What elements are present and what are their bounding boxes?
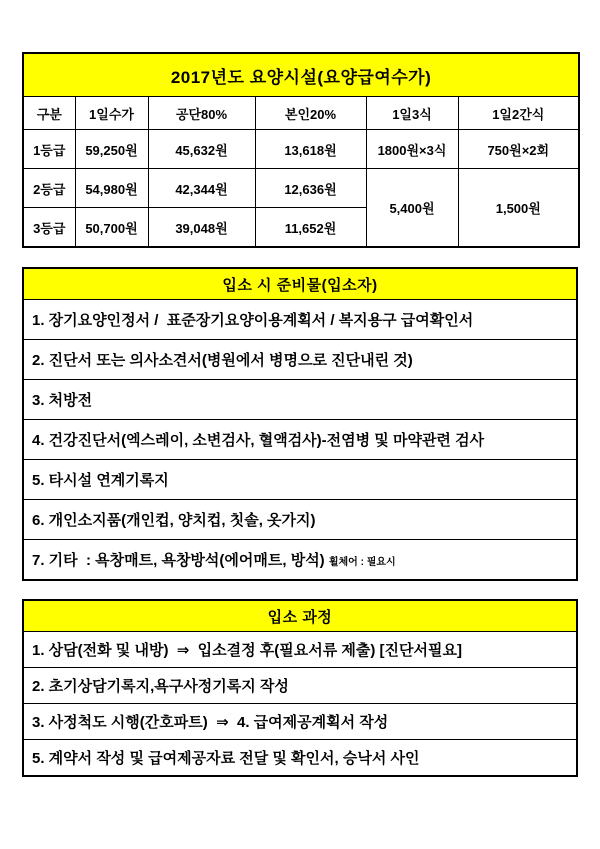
col-header-self20: 본인20% (255, 97, 366, 130)
section-gap (22, 248, 578, 267)
list-item (23, 740, 577, 777)
preparation-item-2: 2. 진단서 또는 의사소견서(병원에서 병명으로 진단내린 것) (23, 340, 577, 380)
corp80-cell: 42,344원 (148, 169, 255, 208)
daily-rate-cell: 59,250원 (75, 130, 148, 169)
merged-snacks-cell: 1,500원 (458, 169, 579, 248)
pricing-table-title: 2017년도 요양시설(요양급여수가) (23, 53, 579, 97)
merged-meals-cell: 5,400원 (366, 169, 458, 248)
meals-cell: 1800원×3식 (366, 130, 458, 169)
preparation-table-title: 입소 시 준비물(입소자) (23, 268, 577, 300)
admission-table-title: 입소 과정 (23, 600, 577, 632)
list-item (23, 460, 577, 500)
list-item (23, 540, 577, 581)
list-item (23, 704, 577, 740)
admission-step-1: 1. 상담(전화 및 내방) ⇒ 입소결정 후(필요서류 제출) [진단서필요] (23, 632, 577, 668)
wheelchair-note: 휠체어 : 필요시 (328, 557, 396, 568)
preparation-item-3: 3. 처방전 (23, 380, 577, 420)
list-item (23, 300, 577, 340)
corp80-cell: 39,048원 (148, 208, 255, 248)
list-item (23, 340, 577, 380)
preparation-item-6: 6. 개인소지품(개인컵, 양치컵, 칫솔, 옷가지) (23, 500, 577, 540)
col-header-snacks: 1일2간식 (458, 97, 579, 130)
list-item (23, 380, 577, 420)
list-item (23, 500, 577, 540)
self20-cell: 12,636원 (255, 169, 366, 208)
document-content (22, 52, 578, 777)
list-item (23, 668, 577, 704)
admission-step-2: 2. 초기상담기록지,욕구사정기록지 작성 (23, 668, 577, 704)
corp80-cell: 45,632원 (148, 130, 255, 169)
admission-step-4: 5. 계약서 작성 및 급여제공자료 전달 및 확인서, 승낙서 사인 (23, 740, 577, 777)
preparation-item-7-text: 7. 기타 : 욕창매트, 욕창방석(에어매트, 방석) (32, 552, 325, 569)
col-header-daily-rate: 1일수가 (75, 97, 148, 130)
preparation-item-7 (23, 540, 577, 581)
grade-cell: 3등급 (23, 208, 75, 248)
col-header-gubun: 구분 (23, 97, 75, 130)
grade-cell: 2등급 (23, 169, 75, 208)
snacks-cell: 750원×2회 (458, 130, 579, 169)
preparation-table (22, 267, 578, 581)
self20-cell: 11,652원 (255, 208, 366, 248)
col-header-meals: 1일3식 (366, 97, 458, 130)
col-header-corp80: 공단80% (148, 97, 255, 130)
section-gap (22, 581, 578, 599)
grade-cell: 1등급 (23, 130, 75, 169)
table-row-grade1 (23, 130, 579, 169)
admission-table (22, 599, 578, 777)
list-item (23, 632, 577, 668)
pricing-table (22, 52, 580, 248)
daily-rate-cell: 50,700원 (75, 208, 148, 248)
table-row-grade2 (23, 169, 579, 208)
admission-step-3: 3. 사정척도 시행(간호파트) ⇒ 4. 급여제공계획서 작성 (23, 704, 577, 740)
preparation-item-4: 4. 건강진단서(엑스레이, 소변검사, 혈액검사)-전염병 및 마약관련 검사 (23, 420, 577, 460)
self20-cell: 13,618원 (255, 130, 366, 169)
list-item (23, 420, 577, 460)
preparation-item-5: 5. 타시설 연계기록지 (23, 460, 577, 500)
daily-rate-cell: 54,980원 (75, 169, 148, 208)
preparation-item-1: 1. 장기요양인정서 / 표준장기요양이용계획서 / 복지용구 급여확인서 (23, 300, 577, 340)
